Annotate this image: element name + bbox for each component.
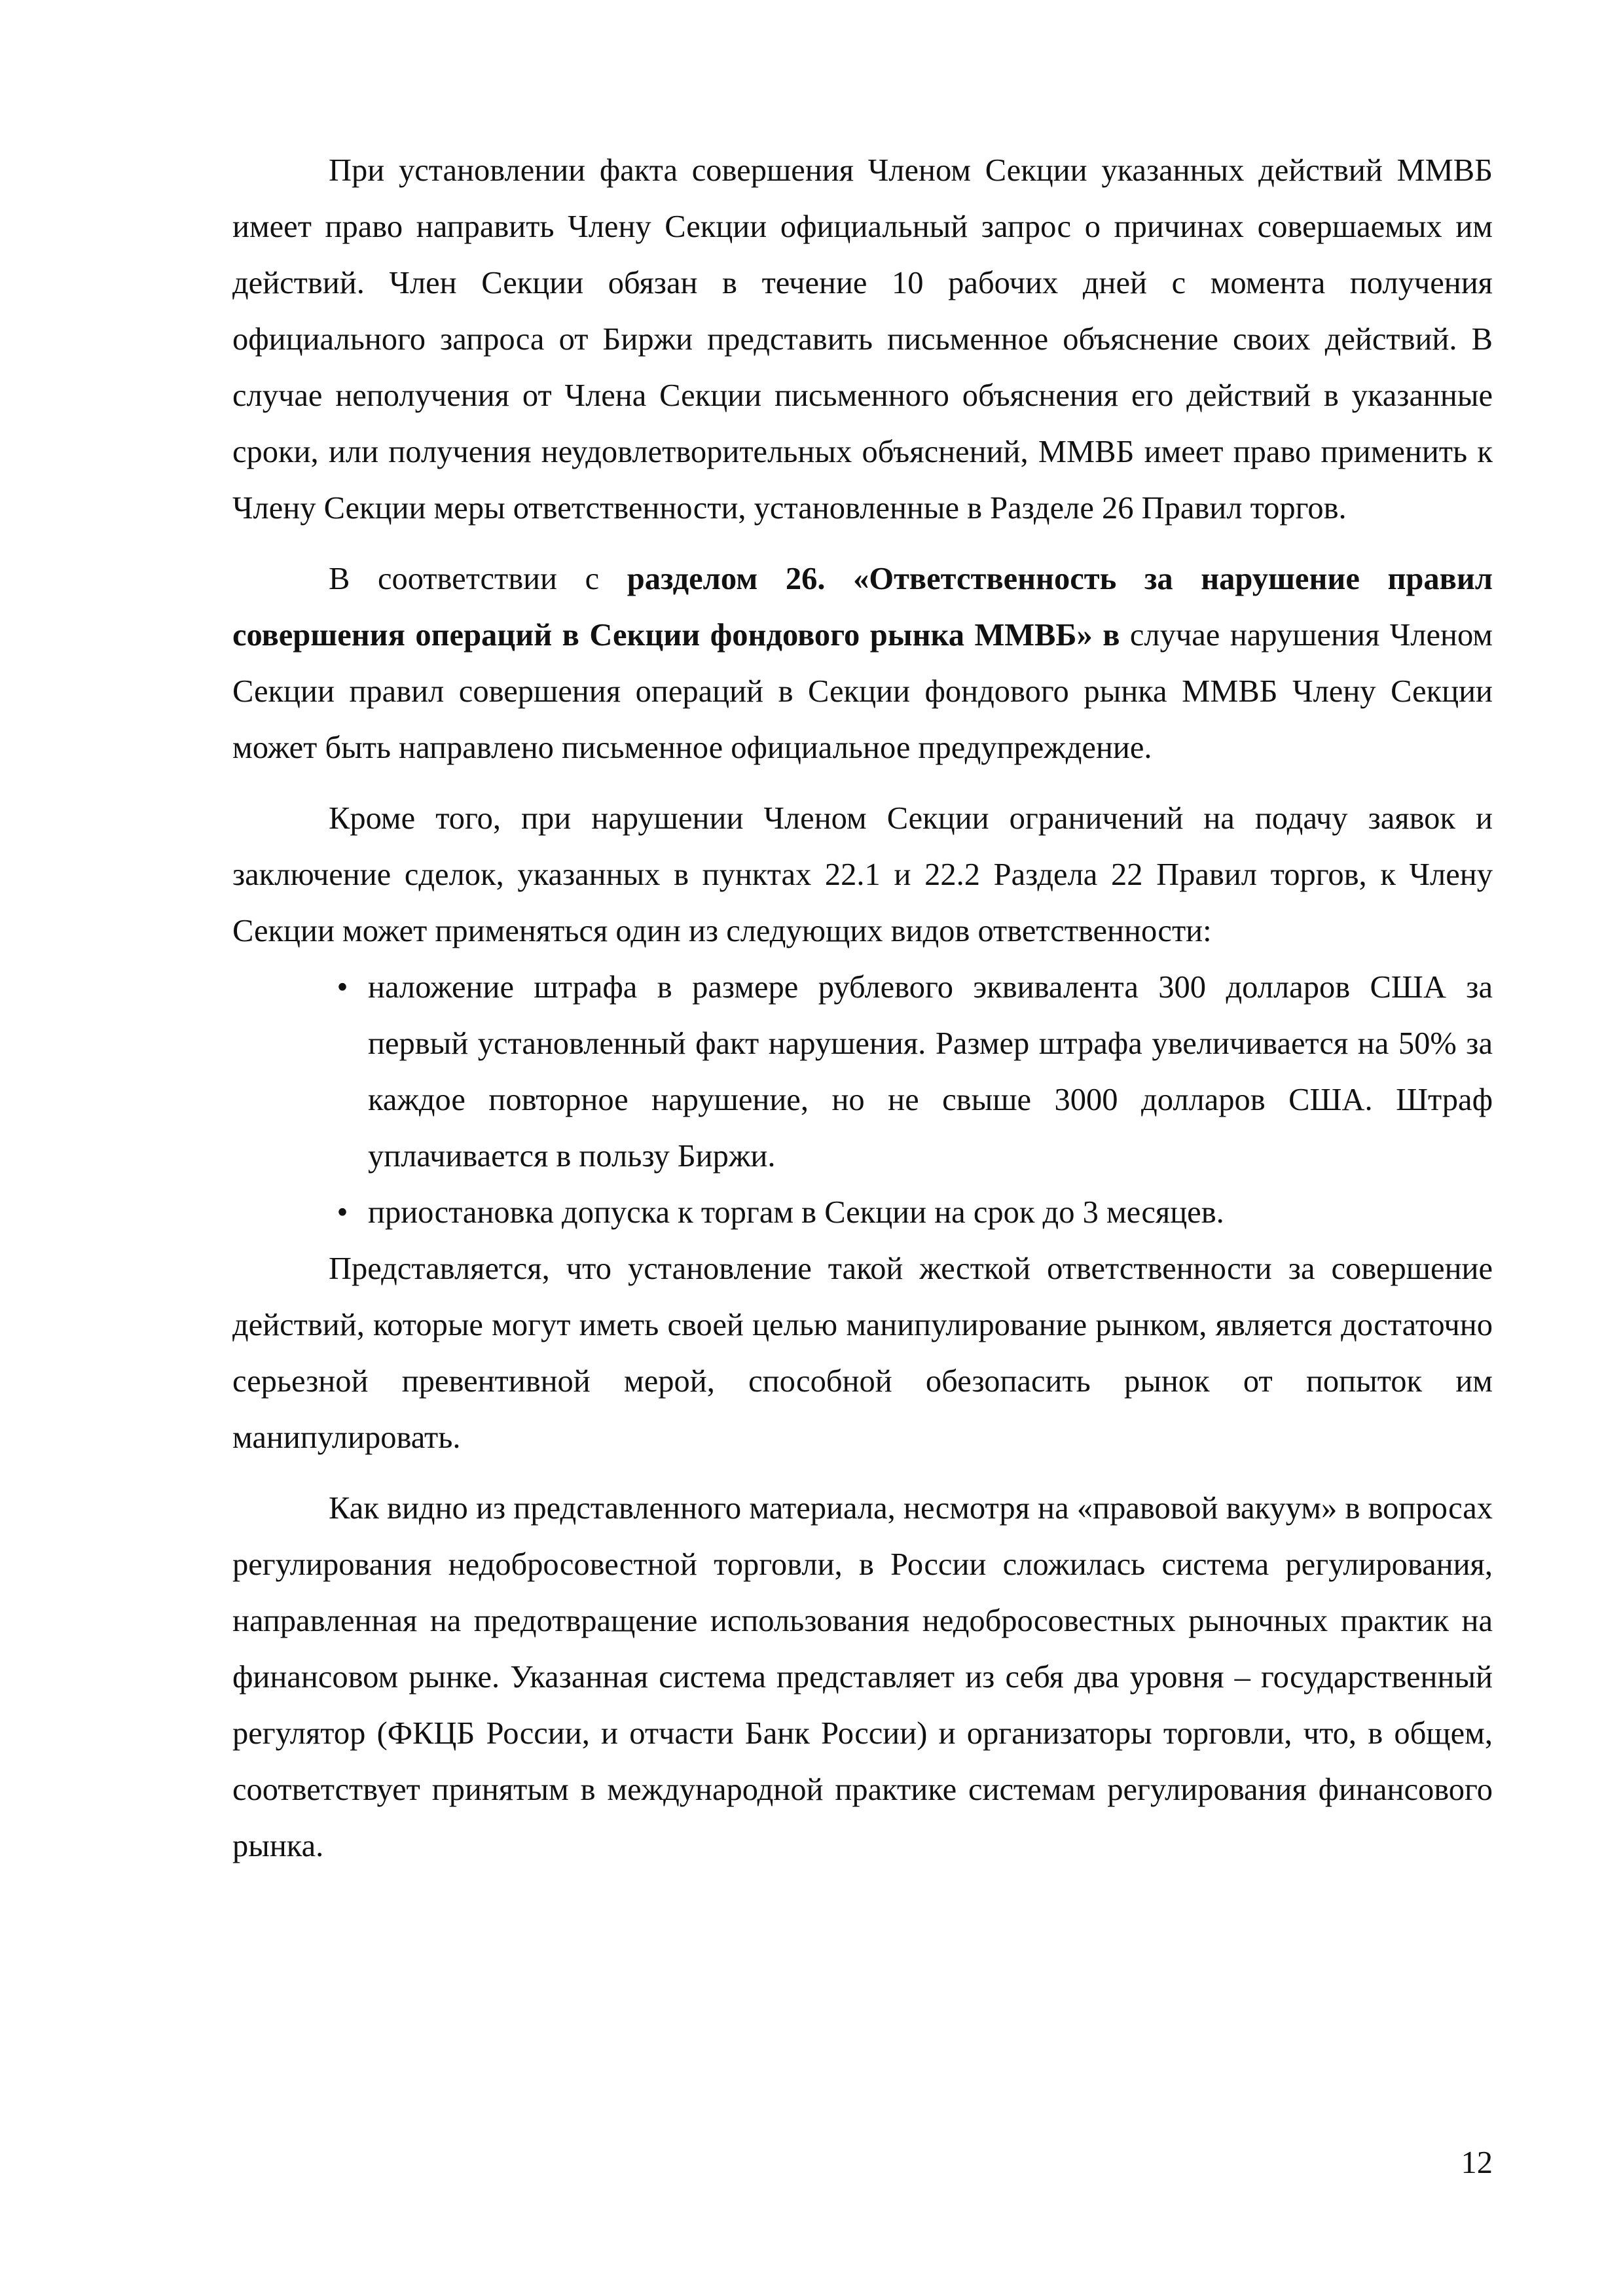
bullet-icon: • [337,970,348,1005]
paragraph-regulation-system: Как видно из представленного материала, несмотря на «правовой вакуум» в вопросах регулирования недобросовестной торговли, в России сложилась система регулирования, направленная на предотвращение использования недобросовестных рыночных практик на финансовом рынке. Указанная система представляет из себя два уровня – государственный регулятор (ФКЦБ России, и отчасти Банк России) и организаторы торговли, что, в общем, соответствует принятым в международной практике системам регулирования финансового рынка. [232,1491,1493,1863]
paragraph-section-26-reference [232,551,1493,776]
list-item-text: наложение штрафа в размере рублевого эквивалента 300 долларов США за первый установленный факт нарушения. Размер штрафа увеличивается на 50% за каждое повторное нарушение, но не свыше 3000 долларов США. Штраф уплачивается в пользу Биржи. [368,970,1493,1174]
section-26-lead-text: В соответствии с [329,562,627,596]
bullet-icon: • [337,1195,348,1230]
page-number: 12 [1461,2145,1493,2180]
section-26-rest-text: случае нарушения Членом Секции правил совершения операций в Секции фондового рынка ММВБ Члену Секции может быть направлено письменное официальное предупреждение. [232,618,1493,765]
paragraph-order-restrictions: Кроме того, при нарушении Членом Секции ограничений на подачу заявок и заключение сделок, указанных в пунктах 22.1 и 22.2 Раздела 22 Правил торгов, к Члену Секции может применяться один из следующих видов ответственности: [232,801,1493,948]
section-26-bold-title: разделом 26. «Ответственность за нарушение правил совершения операций в Секции фондового рынка ММВБ» в [232,562,1493,653]
list-item [232,960,1493,1185]
list-item-text: приостановка допуска к торгам в Секции на срок до 3 месяцев. [368,1195,1224,1230]
liability-list [232,960,1493,1241]
document-body [232,143,1493,1874]
paragraph-request-procedure: При установлении факта совершения Членом Секции указанных действий ММВБ имеет право направить Члену Секции официальный запрос о причинах совершаемых им действий. Член Секции обязан в течение 10 рабочих дней с момента получения официального запроса от Биржи представить письменное объяснение своих действий. В случае неполучения от Члена Секции письменного объяснения его действий в указанные сроки, или получения неудовлетворительных объяснений, ММВБ имеет право применить к Члену Секции меры ответственности, установленные в Разделе 26 Правил торгов. [232,153,1493,526]
paragraph-preventive-measure: Представляется, что установление такой жесткой ответственности за совершение действий, которые могут иметь своей целью манипулирование рынком, является достаточно серьезной превентивной мерой, способной обезопасить рынок от попыток им манипулировать. [232,1251,1493,1455]
list-item [232,1185,1493,1241]
